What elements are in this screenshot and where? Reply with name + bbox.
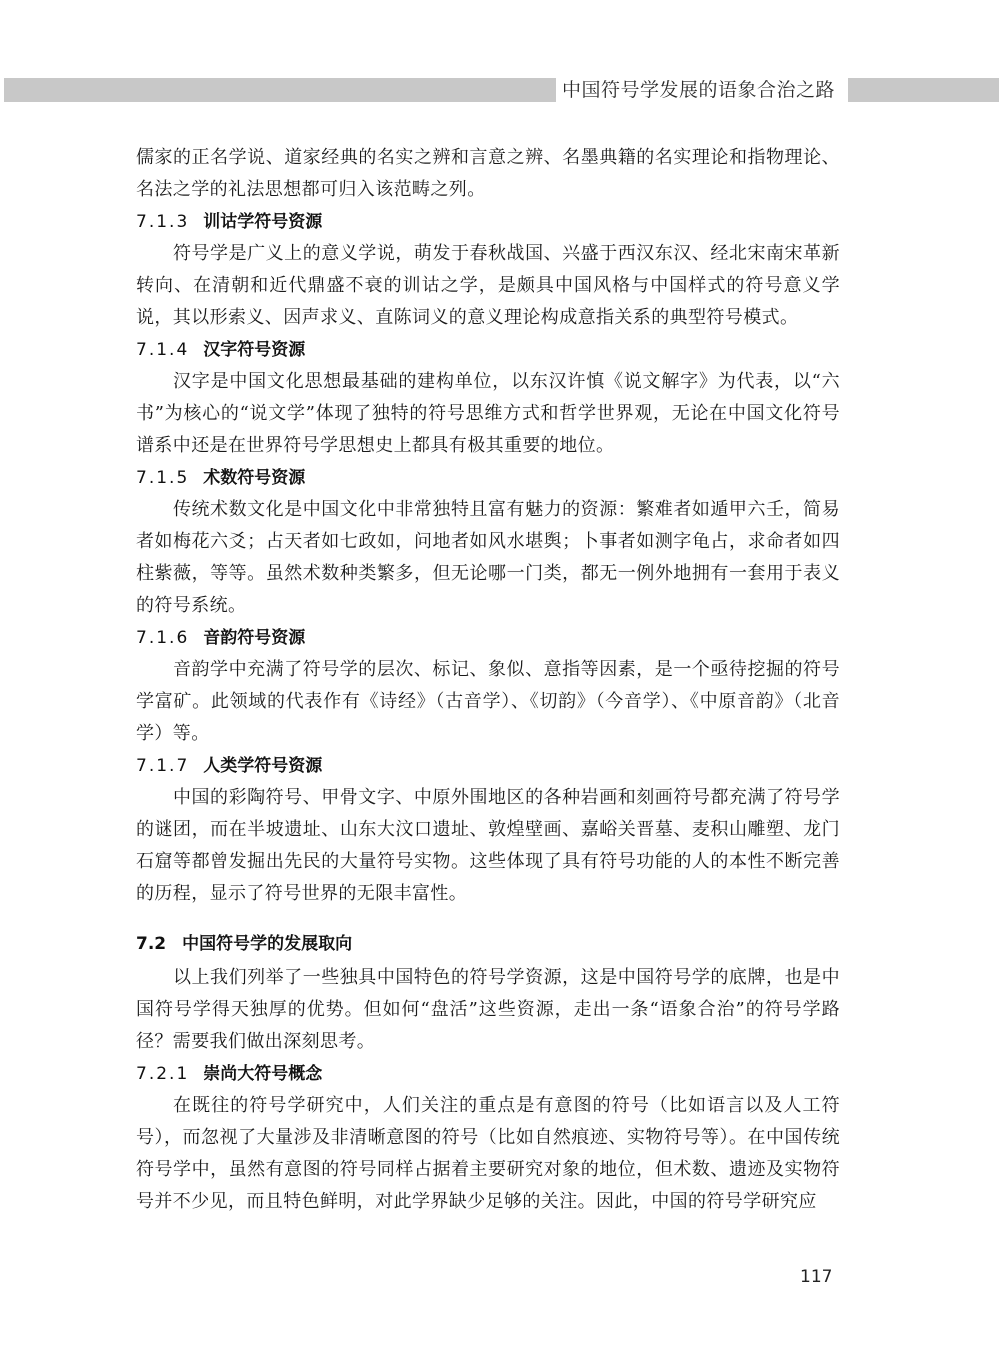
subsection-heading-7-1-4 <box>136 334 840 366</box>
subsection-title: 音韵符号资源 <box>203 628 306 648</box>
subsection-number: 7.2.1 <box>136 1064 190 1084</box>
subsection-paragraph: 汉字是中国文化思想最基础的建构单位，以东汉许慎《说文解字》为代表，以“六书”为核心的“说文学”体现了独特的符号思维方式和哲学世界观，无论在中国文化符号谱系中还是在世界符号学思想史上都具有极其重要的地位。 <box>136 371 840 456</box>
subsection-heading-7-1-3 <box>136 206 840 238</box>
header-bar-left <box>4 78 556 102</box>
header-title: 中国符号学发展的语象合治之路 <box>562 79 836 101</box>
section-title: 中国符号学的发展取向 <box>182 934 353 954</box>
subsection-paragraph: 在既往的符号学研究中，人们关注的重点是有意图的符号（比如语言以及人工符号），而忽视了大量涉及非清晰意图的符号（比如自然痕迹、实物符号等）。在中国传统符号学中，虽然有意图的符号同样占据着主要研究对象的地位，但术数、遗迹及实物符号并不少见，而且特色鲜明，对此学界缺少足够的关注。因此，中国的符号学研究应 <box>136 1095 840 1212</box>
intro-paragraph: 儒家的正名学说、道家经典的名实之辨和言意之辨、名墨典籍的名实理论和指物理论、名法之学的礼法思想都可归入该范畴之列。 <box>136 147 840 200</box>
subsection-number: 7.1.7 <box>136 756 190 776</box>
subsection-heading-7-1-5 <box>136 462 840 494</box>
subsection-title: 术数符号资源 <box>203 468 306 488</box>
page-body <box>136 142 840 1218</box>
header-bar-right <box>848 78 999 102</box>
subsection-number: 7.1.5 <box>136 468 190 488</box>
subsection-heading-7-1-7 <box>136 750 840 782</box>
subsection-title: 汉字符号资源 <box>203 340 306 360</box>
subsection-paragraph: 传统术数文化是中国文化中非常独特且富有魅力的资源：繁难者如遁甲六壬，简易者如梅花六爻；占天者如七政如，问地者如风水堪舆；卜事者如测字龟占，求命者如四柱紫薇，等等。虽然术数种类繁多，但无论哪一门类，都无一例外地拥有一套用于表义的符号系统。 <box>136 499 840 616</box>
page-number: 117 <box>800 1267 833 1287</box>
subsection-title: 人类学符号资源 <box>203 756 323 776</box>
subsection-number: 7.1.4 <box>136 340 190 360</box>
subsection-number: 7.1.6 <box>136 628 190 648</box>
subsection-number: 7.1.3 <box>136 212 190 232</box>
running-header <box>0 78 1003 102</box>
section-heading-7-2 <box>136 928 840 960</box>
subsection-paragraph: 音韵学中充满了符号学的层次、标记、象似、意指等因素，是一个亟待挖掘的符号学富矿。此领域的代表作有《诗经》（古音学）、《切韵》（今音学）、《中原音韵》（北音学）等。 <box>136 659 840 744</box>
subsection-heading-7-1-6 <box>136 622 840 654</box>
subsection-heading-7-2-1 <box>136 1058 840 1090</box>
subsection-paragraph: 符号学是广义上的意义学说，萌发于春秋战国、兴盛于西汉东汉、经北宋南宋革新转向、在清朝和近代鼎盛不衰的训诂之学，是颇具中国风格与中国样式的符号意义学说，其以形索义、因声求义、直陈词义的意义理论构成意指关系的典型符号模式。 <box>136 243 840 328</box>
subsection-title: 崇尚大符号概念 <box>203 1064 323 1084</box>
section-number: 7.2 <box>136 934 167 954</box>
subsection-title: 训诂学符号资源 <box>203 212 323 232</box>
subsection-paragraph: 中国的彩陶符号、甲骨文字、中原外围地区的各种岩画和刻画符号都充满了符号学的谜团，而在半坡遗址、山东大汶口遗址、敦煌壁画、嘉峪关晋墓、麦积山雕塑、龙门石窟等都曾发掘出先民的大量符号实物。这些体现了具有符号功能的人的本性不断完善的历程，显示了符号世界的无限丰富性。 <box>136 787 840 904</box>
section-paragraph: 以上我们列举了一些独具中国特色的符号学资源，这是中国符号学的底牌，也是中国符号学得天独厚的优势。但如何“盘活”这些资源，走出一条“语象合治”的符号学路径？需要我们做出深刻思考。 <box>136 967 840 1052</box>
